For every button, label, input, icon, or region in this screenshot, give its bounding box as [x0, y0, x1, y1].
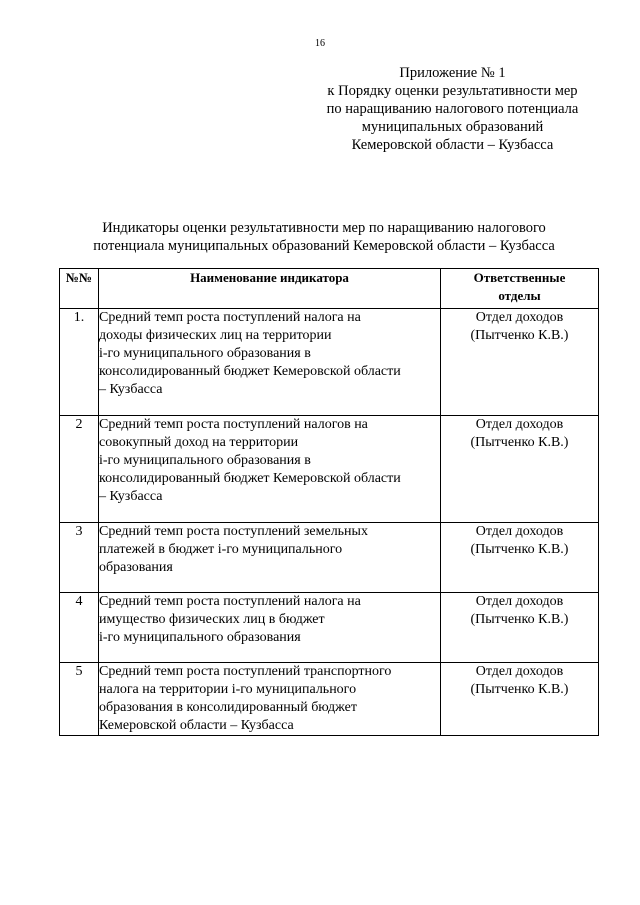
indicator-name-line: i-го муниципального образования в: [99, 453, 311, 468]
header-dept-line: отделы: [498, 288, 541, 303]
row-number: 4: [60, 593, 99, 663]
indicator-name: [99, 663, 441, 736]
indicator-name-line: Кемеровской области – Кузбасса: [99, 718, 294, 733]
row-number: 3: [60, 523, 99, 593]
indicator-name-line: консолидированный бюджет Кемеровской области: [99, 471, 401, 486]
indicator-name-line: i-го муниципального образования в: [99, 346, 311, 361]
indicator-name-line: i-го муниципального образования: [99, 630, 301, 645]
department-contact: (Пытченко К.В.): [470, 435, 569, 450]
indicator-name-line: образования: [99, 560, 173, 575]
department-name: Отдел доходов: [475, 417, 564, 432]
table-row: [60, 523, 599, 593]
document-title-line: потенциала муниципальных образований Кемеровской области – Кузбасса: [93, 238, 555, 254]
indicator-name-line: Средний темп роста поступлений налога на: [99, 594, 361, 609]
table-row: [60, 663, 599, 736]
department-name: Отдел доходов: [475, 664, 564, 679]
table-header-row: [60, 269, 599, 309]
appendix-header-line: к Порядку оценки результативности мер: [327, 83, 578, 99]
indicator-name-line: совокупный доход на территории: [99, 435, 299, 450]
responsible-department: [441, 416, 599, 523]
indicator-name-line: налога на территории i-го муниципального: [99, 682, 357, 697]
indicator-name-line: консолидированный бюджет Кемеровской области: [99, 364, 401, 379]
department-name: Отдел доходов: [475, 524, 564, 539]
header-number: №№: [60, 269, 99, 309]
indicator-name-line: платежей в бюджет i-го муниципального: [99, 542, 343, 557]
responsible-department: [441, 593, 599, 663]
responsible-department: [441, 309, 599, 416]
header-dept-line: Ответственные: [473, 270, 566, 285]
indicator-name-line: Средний темп роста поступлений земельных: [99, 524, 368, 539]
indicator-name-line: – Кузбасса: [99, 382, 163, 397]
indicator-name-line: образования в консолидированный бюджет: [99, 700, 358, 715]
table-row: [60, 416, 599, 523]
page-number: 16: [315, 38, 325, 49]
indicator-name-line: имущество физических лиц в бюджет: [99, 612, 325, 627]
row-number: 1.: [60, 309, 99, 416]
department-name: Отдел доходов: [475, 594, 564, 609]
responsible-department: [441, 663, 599, 736]
appendix-header-line: Кемеровской области – Кузбасса: [351, 137, 554, 153]
responsible-department: [441, 523, 599, 593]
department-contact: (Пытченко К.В.): [470, 612, 569, 627]
indicator-name: [99, 416, 441, 523]
department-name: Отдел доходов: [475, 310, 564, 325]
document-title: [40, 219, 608, 255]
indicator-name-line: – Кузбасса: [99, 489, 163, 504]
department-contact: (Пытченко К.В.): [470, 682, 569, 697]
department-contact: (Пытченко К.В.): [470, 542, 569, 557]
appendix-header-line: Приложение № 1: [399, 65, 506, 81]
appendix-header-line: муниципальных образований: [361, 119, 544, 135]
indicator-name: [99, 593, 441, 663]
indicator-name-line: доходы физических лиц на территории: [99, 328, 332, 343]
document-title-line: Индикаторы оценки результативности мер по наращиванию налогового: [102, 220, 546, 236]
table-row: [60, 309, 599, 416]
indicator-name-line: Средний темп роста поступлений налогов на: [99, 417, 368, 432]
department-contact: (Пытченко К.В.): [470, 328, 569, 343]
appendix-header-line: по наращиванию налогового потенциала: [326, 101, 579, 117]
header-indicator-name: Наименование индикатора: [99, 269, 441, 309]
indicator-name: [99, 309, 441, 416]
indicators-table: [59, 268, 599, 736]
indicator-name-line: Средний темп роста поступлений налога на: [99, 310, 361, 325]
row-number: 5: [60, 663, 99, 736]
indicator-name: [99, 523, 441, 593]
table-row: [60, 593, 599, 663]
row-number: 2: [60, 416, 99, 523]
indicator-name-line: Средний темп роста поступлений транспортного: [99, 664, 392, 679]
header-responsible-departments: [441, 269, 599, 309]
appendix-header: [300, 64, 605, 154]
